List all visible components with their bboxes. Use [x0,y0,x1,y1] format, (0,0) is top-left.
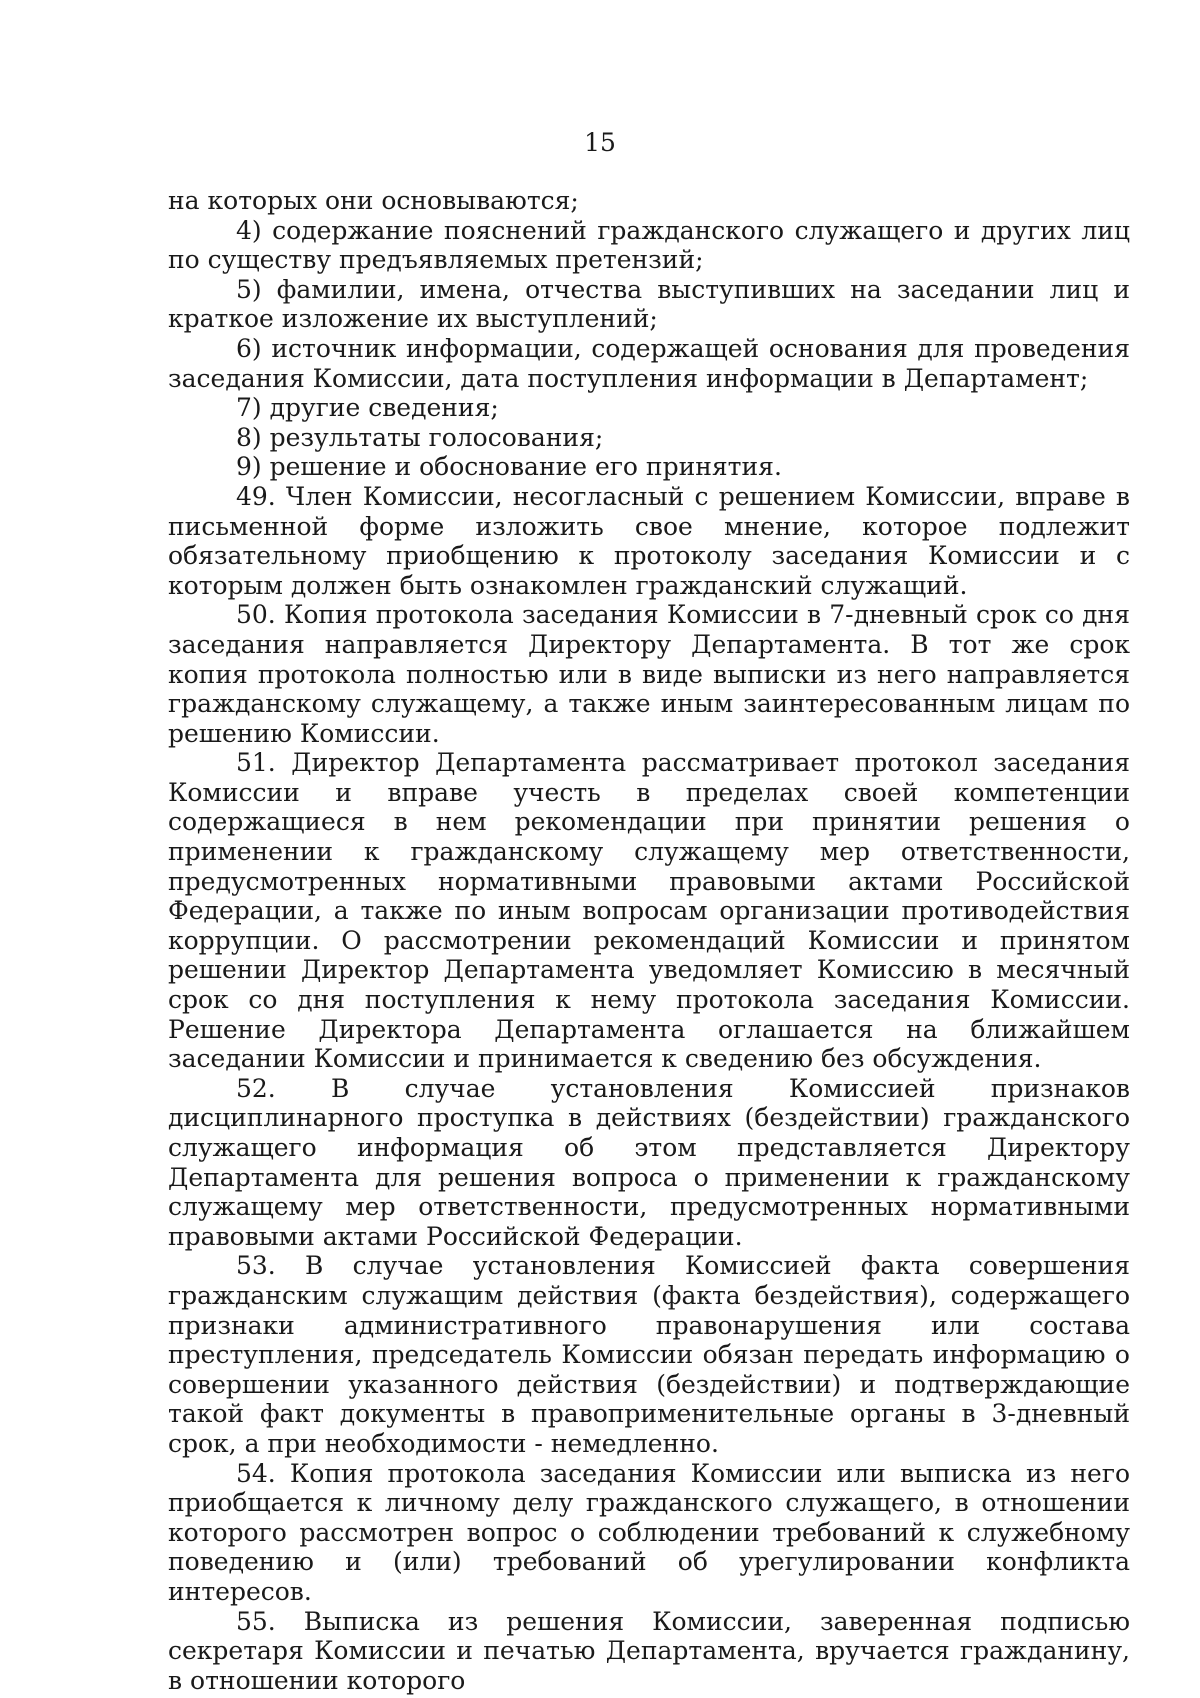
clause-50: 50. Копия протокола заседания Комиссии в 7-дневный срок со дня заседания направляется Директору Департамента. В тот же срок копия протокола полностью или в виде выписки из него направляется гражданскому служащему, а также иным заинтересованным лицам по решению Комиссии. [168,600,1130,748]
list-item-6: 6) источник информации, содержащей основания для проведения заседания Комиссии, дата поступления информации в Департамент; [168,333,1130,393]
page-number: 15 [584,128,616,157]
clause-52: 52. В случае установления Комиссией признаков дисциплинарного проступка в действиях (бездействии) гражданского служащего информация об этом представляется Директору Департамента для решения вопроса о применении к гражданскому служащему мер ответственности, предусмотренных нормативными правовыми актами Российской Федерации. [168,1073,1130,1251]
list-item-9: 9) решение и обоснование его принятия. [236,452,782,482]
document-body [168,186,1130,1695]
clause-55: 55. Выписка из решения Комиссии, заверенная подписью секретаря Комиссии и печатью Департамента, вручается гражданину, в отношении которого [168,1606,1130,1695]
paragraph-continuation: на которых они основываются; [168,186,579,215]
clause-49: 49. Член Комиссии, несогласный с решением Комиссии, вправе в письменной форме изложить свое мнение, которое подлежит обязательному приобщению к протоколу заседания Комиссии и с которым должен быть ознакомлен гражданский служащий. [168,481,1130,600]
list-item-5: 5) фамилии, имена, отчества выступивших на заседании лиц и краткое изложение их выступлений; [168,274,1130,334]
clause-54: 54. Копия протокола заседания Комиссии или выписка из него приобщается к личному делу гражданского служащего, в отношении которого рассмотрен вопрос о соблюдении требований к служебному поведению и (или) требований об урегулировании конфликта интересов. [168,1458,1130,1606]
clause-53: 53. В случае установления Комиссией факта совершения гражданским служащим действия (факта бездействия), содержащего признаки административного правонарушения или состава преступления, председатель Комиссии обязан передать информацию о совершении указанного действия (бездействии) и подтверждающие такой факт документы в правоприменительные органы в 3-дневный срок, а при необходимости - немедленно. [168,1251,1130,1458]
list-item-8: 8) результаты голосования; [236,422,604,452]
list-item-7: 7) другие сведения; [236,393,499,423]
list-item-4: 4) содержание пояснений гражданского служащего и других лиц по существу предъявляемых претензий; [168,215,1130,275]
clause-51: 51. Директор Департамента рассматривает протокол заседания Комиссии и вправе учесть в пределах своей компетенции содержащиеся в нем рекомендации при принятии решения о применении к гражданскому служащему мер ответственности, предусмотренных нормативными правовыми актами Российской Федерации, а также по иным вопросам организации противодействия коррупции. О рассмотрении рекомендаций Комиссии и принятом решении Директор Департамента уведомляет Комиссию в месячный срок со дня поступления к нему протокола заседания Комиссии. Решение Директора Департамента оглашается на ближайшем заседании Комиссии и принимается к сведению без обсуждения. [168,748,1130,1074]
